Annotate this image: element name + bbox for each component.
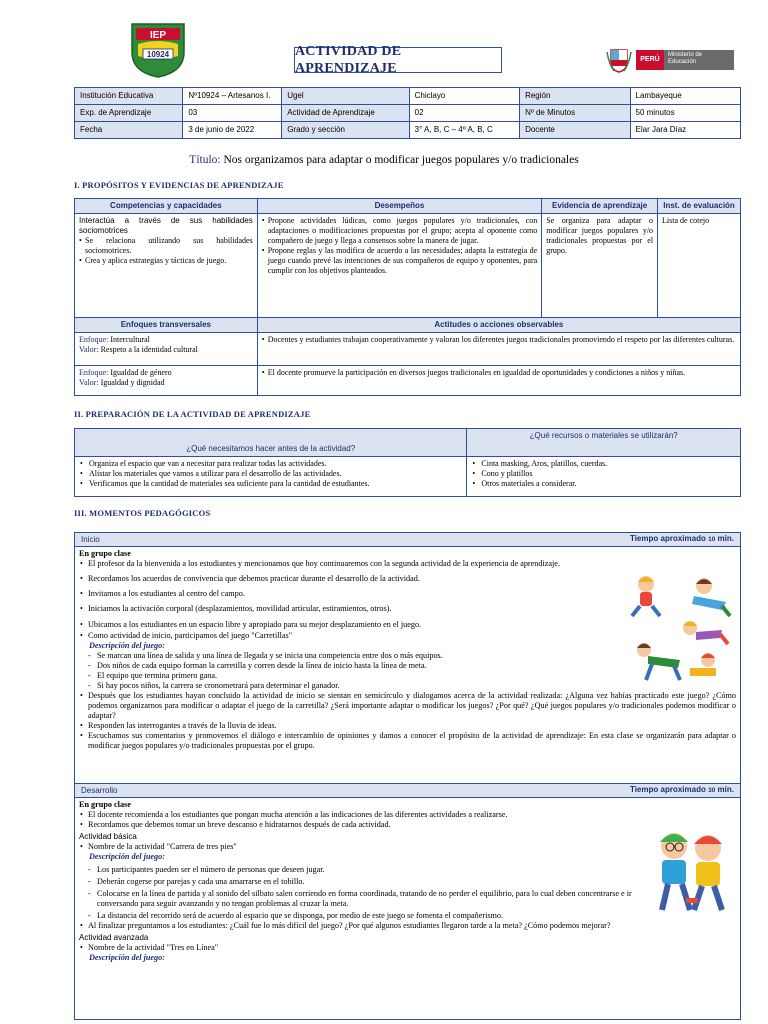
valor-label: Valor: xyxy=(79,345,99,354)
desarrollo-header xyxy=(75,784,740,798)
info-label: Nº de Minutos xyxy=(520,105,630,122)
document-title-box xyxy=(294,43,502,76)
section-2-heading: II. PREPARACIÓN DE LA ACTIVIDAD DE APRENDIZAJE xyxy=(74,409,311,419)
antes-item: • Organiza el espacio que van a necesitar para realizar todas las actividades. xyxy=(80,459,461,469)
valor-value: Respeto a la identidad cultural xyxy=(98,345,198,354)
info-value: 50 minutos xyxy=(630,105,741,122)
instrumento-cell xyxy=(658,214,741,318)
group-label: En grupo clase xyxy=(79,800,131,809)
info-value: Elar Jara Díaz xyxy=(630,122,741,139)
info-value: Chiclayo xyxy=(409,88,519,105)
actividad-basica-label: Actividad básica xyxy=(79,832,137,841)
info-label: Fecha xyxy=(75,122,183,139)
enfoque-cell-1 xyxy=(75,333,258,366)
closing-question: • Al finalizar preguntamos a los estudiantes: ¿Cuál fue lo más difícil del juego? ¿Por qué algunos estudiantes llegaron tarde a la meta? ¿Cómo podemos mejorar? xyxy=(79,921,736,931)
inicio-item: • Como actividad de inicio, participamos del juego "Carretillas" xyxy=(79,631,736,641)
inicio-item: • El profesor da la bienvenida a los estudiantes y mencionamos que hoy continuaremos con la segunda actividad de la experiencia de aprendizaje. xyxy=(79,559,736,569)
info-value: 03 xyxy=(183,105,282,122)
three-legged-race-illustration xyxy=(650,828,734,918)
section-1-heading: I. PROPÓSITOS Y EVIDENCIAS DE APRENDIZAJE xyxy=(74,180,284,190)
group-label: En grupo clase xyxy=(79,549,131,558)
evidencia-cell xyxy=(542,214,658,318)
inicio-item: • Recordamos los acuerdos de convivencia que debemos practicar durante el desarrollo de la actividad. xyxy=(79,574,736,584)
peru-coat-of-arms-icon xyxy=(606,46,632,74)
enfoque-value: Igualdad de género xyxy=(108,368,172,377)
desarrollo-item: • El docente recomienda a los estudiantes que pongan mucha atención a las indicaciones de las diferentes actividades a realizarse. xyxy=(79,810,736,820)
capacidad-item: • Se relaciona utilizando sus habilidades sociomotrices. xyxy=(79,236,253,256)
header-recursos: ¿Qué recursos o materiales se utilizarán? xyxy=(467,429,741,457)
info-label: Región xyxy=(520,88,630,105)
recursos-list xyxy=(472,459,735,489)
instrumento-text: Lista de cotejo xyxy=(662,216,710,225)
desempenos-cell xyxy=(257,214,541,318)
recurso-item: • Otros materiales a considerar. xyxy=(472,479,735,489)
info-label: Ugel xyxy=(282,88,409,105)
capacidad-item: • Crea y aplica estrategias y tácticas de juego. xyxy=(79,256,253,266)
inicio-title: Inicio xyxy=(81,534,100,544)
actitud-text: • Docentes y estudiantes trabajan cooperativamente y valoran los diferentes juegos tradicionales promoviendo el respeto por las diferentes culturas. xyxy=(262,335,736,345)
info-label: Actividad de Aprendizaje xyxy=(282,105,409,122)
description-label: Descripción del juego: xyxy=(89,851,165,861)
description-item: - Los participantes pueden ser el número de personas que deseen jugar. xyxy=(79,865,736,875)
info-label: Grado y sección xyxy=(282,122,409,139)
header-evidencia: Evidencia de aprendizaje xyxy=(542,199,658,214)
description-item: - Colocarse en la línea de partida y al sonido del silbato salen corriendo en forma coordinada, tratando de no perder el equilibrio, para lo cual deben concentrarse e ir conversando para seguir avanzando y no tengan problemas al cruzar la meta. xyxy=(79,889,736,909)
info-value: 02 xyxy=(409,105,519,122)
inicio-item: • Ubicamos a los estudiantes en un espacio libre y apropiado para su mejor desplazamiento en el juego. xyxy=(79,620,736,630)
header-desempenos: Desempeños xyxy=(257,199,541,214)
inicio-header xyxy=(75,533,740,547)
inicio-time: Tiempo aproximado 10 min. xyxy=(629,534,734,544)
header-actitudes: Actitudes o acciones observables xyxy=(257,318,740,333)
document-title: ACTIVIDAD DE APRENDIZAJE xyxy=(295,43,402,76)
desempenos-list xyxy=(262,216,537,276)
antes-cell xyxy=(75,457,467,497)
activity-title xyxy=(0,153,768,167)
inicio-followup: • Responden las interrogantes a través de la lluvia de ideas. xyxy=(79,721,736,731)
peru-label: PERÚ xyxy=(636,50,664,70)
info-value: Nº10924 – Artesanos I. xyxy=(183,88,282,105)
desarrollo-item: • Recordamos que debemos tomar un breve descanso e hidratarnos después de cada actividad. xyxy=(79,820,736,830)
ministry-logo xyxy=(606,46,738,74)
description-label: Descripción del juego: xyxy=(89,641,165,650)
enfoque-cell-2 xyxy=(75,366,258,396)
header-enfoques: Enfoques transversales xyxy=(75,318,258,333)
enfoque-label: Enfoque: xyxy=(79,368,109,377)
desarrollo-block xyxy=(74,784,741,1020)
actividad-avanzada-name: • Nombre de la actividad "Tres en Línea" xyxy=(79,943,736,953)
logo-number: 10924 xyxy=(146,50,170,59)
inicio-item: • Invitamos a los estudiantes al centro del campo. xyxy=(79,589,736,599)
actividad-avanzada-label: Actividad avanzada xyxy=(79,932,149,942)
ministry-label: Ministerio de Educación xyxy=(664,50,734,70)
actitud-text: • El docente promueve la participación en diversos juegos tradicionales en igualdad de oportunidades y condiciones a niños y niñas. xyxy=(262,368,736,378)
capacidades-list xyxy=(79,236,253,266)
description-label: Descripción del juego: xyxy=(89,952,165,962)
evidencia-text: Se organiza para adaptar o modificar juegos populares y/o tradicionales propuestas por el grupo. xyxy=(546,216,654,255)
inicio-item: • Iniciamos la activación corporal (desplazamientos, movilidad articular, estiramientos, otros). xyxy=(79,604,736,614)
competencias-cell xyxy=(75,214,258,318)
info-label: Docente xyxy=(520,122,630,139)
section-3-heading: III. MOMENTOS PEDAGÓGICOS xyxy=(74,508,211,518)
inicio-followup: • Después que los estudiantes hayan concluido la actividad de inicio se sientan en semicírculo y dialogamos acerca de la actividad realizada: ¿Alguna vez habías practicado este juego? ¿Cómo podemos organizarnos para modificar o adaptar el juego de la carretilla? ¿Será importante adaptar o modificar los juegos? ¿Por qué? ¿Qué juegos populares y/o tradicionales podemos modificar o adaptar? xyxy=(79,691,736,721)
actitud-cell-1 xyxy=(257,333,740,366)
school-logo-icon xyxy=(128,22,188,78)
recursos-cell xyxy=(467,457,741,497)
description-item: - Deberán cogerse por parejas y cada una amarrarse en el tobillo. xyxy=(79,877,736,887)
desempeno-item: • Propone reglas y las modifica de acuerdo a las necesidades; adapta la estrategia de juego cuando prevé las intenciones de sus compañeros de equipo y oponentes, para cumplir con los objetivos planteados. xyxy=(262,246,537,276)
info-table xyxy=(74,87,741,139)
recurso-item: • Cinta masking, Aros, platillos, cuerdas. xyxy=(472,459,735,469)
valor-value: Igualdad y dignidad xyxy=(98,378,165,387)
description-item: - Se marcan una línea de salida y una línea de llegada y se inicia una competencia entre dos o más equipos. xyxy=(79,651,736,661)
info-label: Exp. de Aprendizaje xyxy=(75,105,183,122)
actitud-cell-2 xyxy=(257,366,740,396)
title-label: Título: xyxy=(189,154,221,166)
desarrollo-body xyxy=(75,798,740,965)
info-label: Institución Educativa xyxy=(75,88,183,105)
antes-item: • Alistar los materiales que vamos a utilizar para el desarrollo de las actividades. xyxy=(80,469,461,479)
competencia-text: Interactúa a través de sus habilidades sociomotrices xyxy=(79,216,253,235)
desarrollo-title: Desarrollo xyxy=(81,785,118,795)
desempeno-item: • Propone actividades lúdicas, como juegos populares y/o tradicionales, con adaptaciones o modificaciones propuestas por el grupo; acepta al oponente como compañero de juego y llega a consensos sobre la manera de jugar. xyxy=(262,216,537,246)
valor-label: Valor: xyxy=(79,378,99,387)
antes-list xyxy=(80,459,461,489)
inicio-followup: • Escuchamos sus comentarios y promovemos el diálogo e intercambio de opiniones y damos a conocer el propósito de la actividad de aprendizaje: En esta clase se organizarán para adaptar o modificar juegos populares y/o tradicionales propuestas por el grupo. xyxy=(79,731,736,751)
info-value: 3 de junio de 2022 xyxy=(183,122,282,139)
description-item: - Dos niños de cada equipo forman la carretilla y corren desde la línea de inicio hasta la línea de meta. xyxy=(79,661,736,671)
title-text: Nos organizamos para adaptar o modificar juegos populares y/o tradicionales xyxy=(220,154,579,166)
logo-text: IEP xyxy=(149,30,167,41)
purposes-table xyxy=(74,198,741,396)
enfoque-label: Enfoque: xyxy=(79,335,109,344)
header-instrumento: Inst. de evaluación xyxy=(658,199,741,214)
recurso-item: • Cono y platillos xyxy=(472,469,735,479)
actividad-basica-name: • Nombre de la actividad "Carrera de tres pies" xyxy=(79,842,736,852)
header-competencias: Competencias y capacidades xyxy=(75,199,258,214)
description-item: - Si hay pocos niños, la carrera se cronometrará para determinar el ganador. xyxy=(79,681,736,691)
description-item: - La distancia del recorrido será de acuerdo al espacio que se disponga, por medio de este juego se fomenta el compañerismo. xyxy=(79,911,736,921)
desarrollo-time: Tiempo aproximado 30 min. xyxy=(629,785,734,795)
children-exercising-illustration xyxy=(624,572,734,684)
info-value: 3° A, B, C – 4º A, B, C xyxy=(409,122,519,139)
antes-item: • Verificamos que la cantidad de materiales sea suficiente para la cantidad de estudiantes. xyxy=(80,479,461,489)
description-item: - El equipo que termina primero gana. xyxy=(79,671,736,681)
preparation-table xyxy=(74,428,741,497)
info-value: Lambayeque xyxy=(630,88,741,105)
header-antes: ¿Qué necesitamos hacer antes de la actividad? xyxy=(75,429,467,457)
enfoque-value: Intercultural xyxy=(108,335,150,344)
